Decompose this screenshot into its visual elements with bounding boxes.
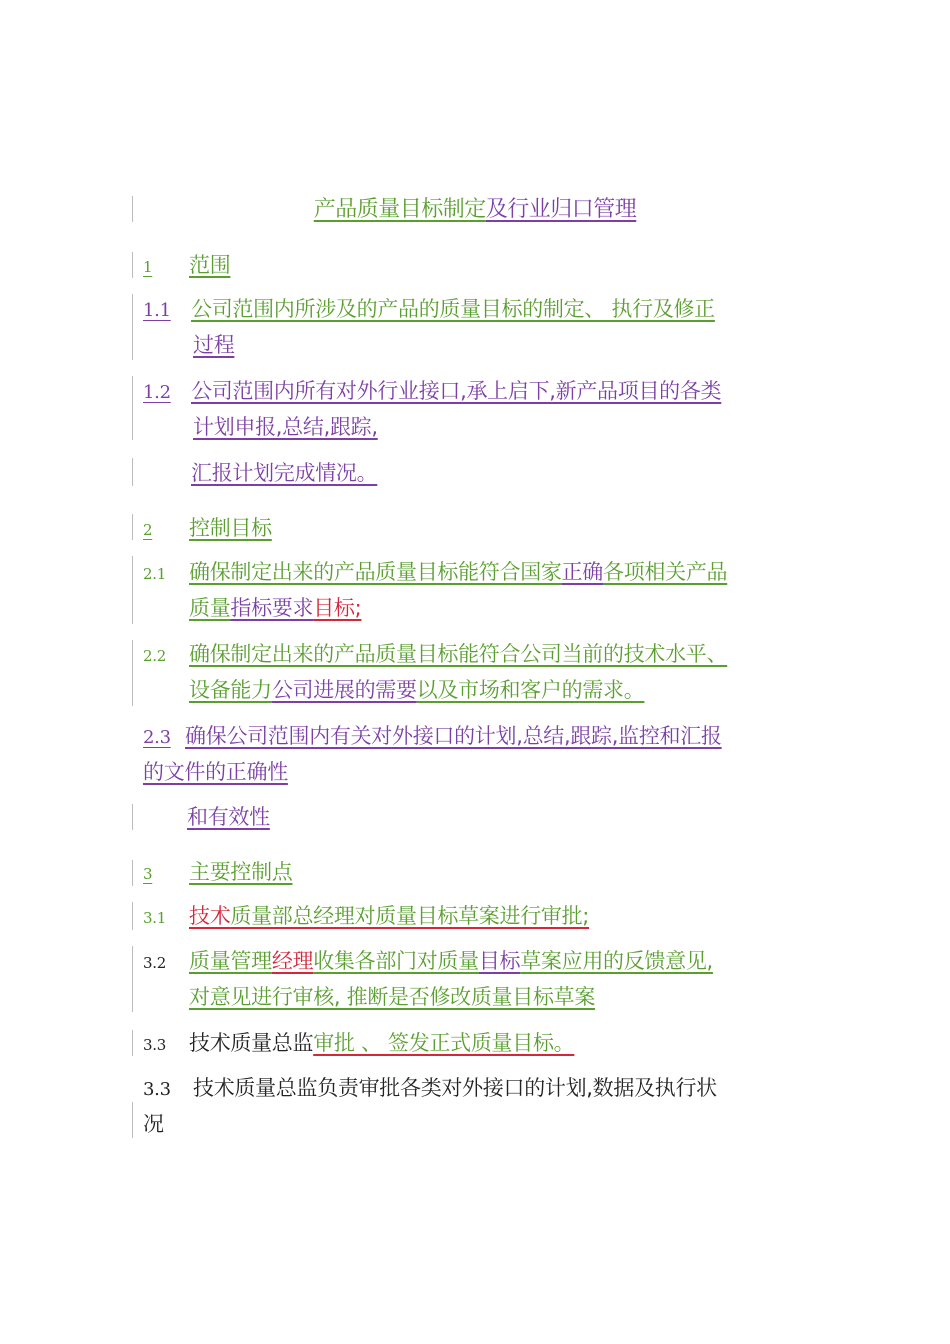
change-bar [132, 640, 133, 706]
item-text: 草案应用的反馈意见, [520, 949, 713, 973]
item-text: 质量 [189, 596, 231, 620]
section-number: 3 [143, 865, 153, 883]
item-text: 以及市场和客户的需求。 [416, 678, 645, 702]
item-number: 3.3 [143, 1079, 171, 1100]
change-bar [132, 1030, 133, 1056]
item-2-3 [143, 718, 823, 756]
item-text: 各项相关产品 [603, 560, 728, 584]
item-number: 3.2 [143, 954, 166, 972]
item-3-3 [143, 1025, 823, 1063]
item-3-3b-continuation [143, 1106, 823, 1142]
change-bar [132, 1102, 133, 1138]
change-bar [132, 902, 133, 930]
item-3-1 [143, 898, 823, 936]
item-1-2-continuation [143, 409, 873, 445]
change-bar [132, 946, 133, 1012]
section-2-heading [143, 510, 823, 548]
item-number: 1.2 [143, 382, 171, 403]
change-bar [132, 196, 133, 222]
document-title [0, 194, 950, 226]
item-text: 目标; [313, 596, 362, 620]
item-text: 审批 、 签发正式质量目标。 [313, 1031, 575, 1055]
item-text: 过程 [193, 333, 235, 357]
change-bar [132, 860, 133, 886]
item-text: 况 [143, 1112, 164, 1136]
change-bar [132, 804, 133, 830]
section-title: 范围 [189, 253, 231, 277]
change-bar [132, 514, 133, 540]
change-bar [132, 556, 133, 624]
item-number: 3.1 [143, 909, 166, 927]
section-1-heading [143, 247, 823, 285]
item-1-2 [143, 373, 823, 411]
section-3-heading [143, 854, 823, 892]
section-number: 1 [143, 258, 153, 276]
item-text: 确保公司范围内有关对外接口的计划,总结,跟踪,监控和汇报 [185, 724, 722, 748]
item-3-2-continuation [143, 979, 869, 1015]
item-text: 技术质量总监负责审批各类对外接口的计划,数据及执行状 [193, 1076, 717, 1100]
change-bar [132, 294, 133, 360]
item-number: 1.1 [143, 300, 171, 321]
item-text: 公司范围内所涉及的产品的质量目标的制定、 执行及修正 [191, 297, 715, 321]
section-title: 控制目标 [189, 516, 272, 540]
item-number: 3.3 [143, 1036, 166, 1054]
section-number: 2 [143, 521, 153, 539]
item-text: 技术 [189, 904, 231, 928]
item-text: 技术质量总监 [189, 1031, 314, 1055]
change-bar [132, 376, 133, 440]
item-text: 收集各部门对质量 [313, 949, 479, 973]
item-1-1-continuation [143, 327, 873, 363]
change-bar [132, 252, 133, 278]
item-text: 确保制定出来的产品质量目标能符合国家 [189, 560, 562, 584]
section-2-extra-line [143, 799, 823, 835]
item-text: 公司范围内所有对外行业接口,承上启下,新产品项目的各类 [191, 379, 722, 403]
section-1-extra-line [143, 455, 871, 491]
item-3-3b [143, 1070, 823, 1108]
item-text: 公司进展的需要 [271, 678, 417, 702]
item-2-1 [143, 554, 823, 592]
item-number: 2.2 [143, 647, 166, 665]
item-2-2 [143, 636, 823, 674]
item-1-1 [143, 291, 823, 329]
item-2-2-continuation [143, 672, 869, 708]
item-3-2 [143, 943, 823, 981]
item-number: 2.1 [143, 565, 166, 583]
item-number: 2.3 [143, 727, 171, 748]
item-text: 确保制定出来的产品质量目标能符合公司当前的技术水平、 [189, 642, 728, 666]
item-2-1-continuation [143, 590, 869, 626]
item-text: 的文件的正确性 [143, 760, 288, 784]
item-text: 经理 [271, 949, 314, 973]
section-title: 主要控制点 [189, 860, 293, 884]
item-text: 正确 [561, 560, 604, 584]
item-text: 和有效性 [187, 805, 270, 829]
item-text: 目标 [478, 949, 521, 973]
item-2-3-continuation [143, 754, 823, 790]
item-text: 计划申报,总结,跟踪, [193, 415, 378, 439]
item-text: 汇报计划完成情况。 [191, 461, 378, 485]
item-text: 指标要求 [230, 596, 314, 620]
item-text: 对意见进行审核, 推断是否修改质量目标草案 [189, 985, 596, 1009]
item-text: 设备能力 [189, 678, 272, 702]
title-part-1: 产品质量目标制定 [313, 197, 486, 222]
title-part-2: 及行业归口管理 [485, 197, 637, 222]
item-text: 质量管理 [189, 949, 272, 973]
change-bar [132, 458, 133, 486]
item-text: 质量部总经理对质量目标草案进行审批; [230, 904, 590, 928]
